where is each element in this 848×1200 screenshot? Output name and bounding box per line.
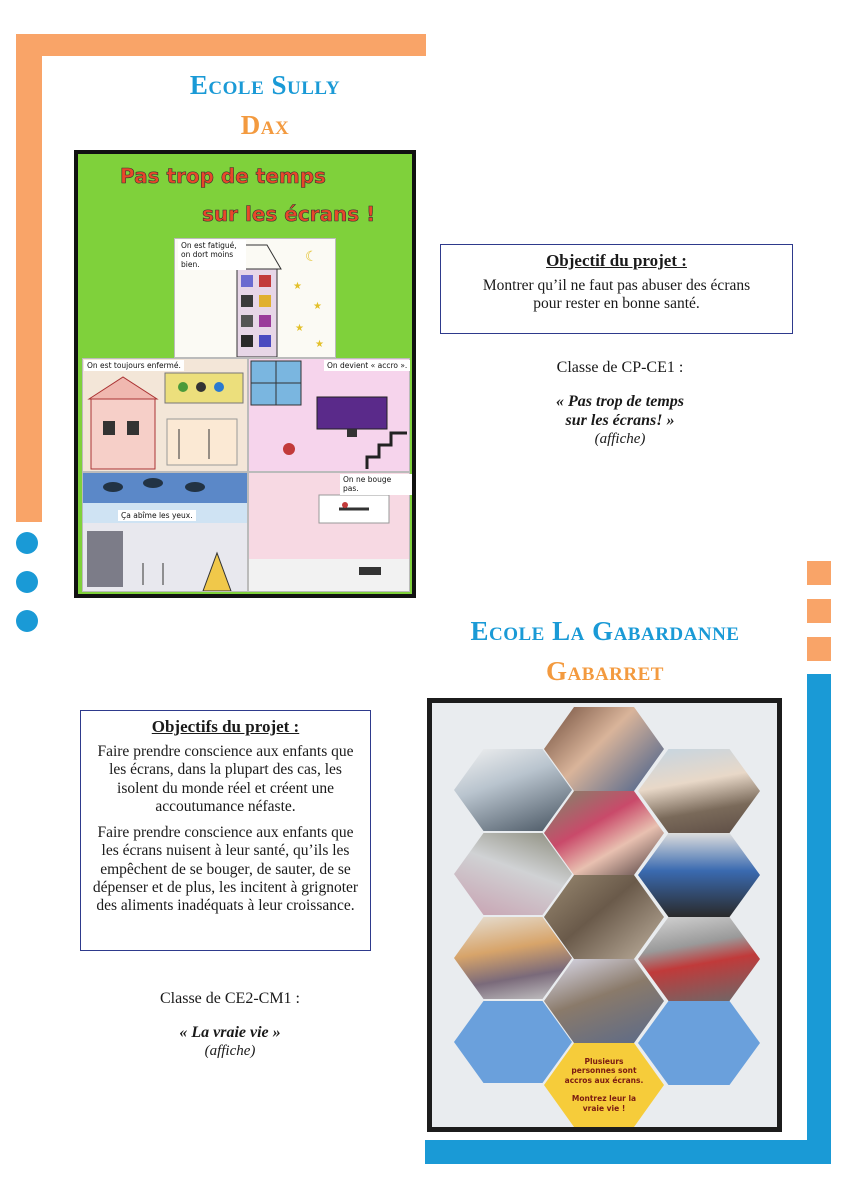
school2-poster [427, 698, 782, 1132]
blue-dot-decoration [16, 571, 38, 593]
poster2-center-text-1: Plusieurs personnes sont accros aux écrans. [564, 1056, 644, 1086]
school1-objective-title: Objectif du projet : [546, 251, 687, 270]
school1-class-block [440, 359, 800, 448]
svg-text:★: ★ [315, 339, 324, 350]
blue-dot-decoration [16, 610, 38, 632]
orange-square-decoration [807, 561, 831, 585]
svg-text:★: ★ [313, 301, 322, 312]
screen-room-drawing [249, 359, 409, 471]
poster2-photo-hex [638, 749, 760, 833]
school1-town: Dax [240, 110, 290, 140]
school1-work-title-line1: « Pas trop de temps [556, 392, 684, 410]
poster2-photo-hex [638, 833, 760, 917]
poster1-panel-locked [82, 358, 248, 472]
orange-frame-top-bar [16, 34, 426, 56]
school1-objective-text: Montrer qu’il ne faut pas abuser des écrans pour rester en bonne santé. [482, 277, 751, 313]
orange-frame-left-bar [16, 34, 42, 522]
blue-frame-right-bar [807, 674, 831, 1164]
school2-work-title: « La vraie vie » [179, 1023, 281, 1041]
poster1-title-line1: Pas trop de temps [120, 164, 326, 188]
school1-class-label: Classe de CP-CE1 : [556, 359, 684, 376]
svg-text:★: ★ [295, 323, 304, 334]
poster1-title-line2: sur les écrans ! [202, 202, 376, 226]
school2-objectives-box [80, 710, 371, 951]
school1-work-title-line2: sur les écrans! » [565, 411, 675, 429]
school2-town: Gabarret [546, 656, 664, 686]
poster1-caption: On est toujours enfermé. [84, 360, 184, 371]
poster1-caption: On est fatigué, on dort moins bien. [178, 240, 246, 270]
school1-objective-box [440, 244, 793, 334]
school2-objectives-title: Objectifs du projet : [151, 717, 300, 736]
house-drawing [83, 359, 247, 471]
orange-square-decoration [807, 637, 831, 661]
poster2-center-text-2: Montrez leur la vraie vie ! [571, 1093, 637, 1113]
school1-poster [74, 150, 416, 598]
school2-objective-paragraph: Faire prendre conscience aux enfants que les écrans, dans la plupart des cas, les isolent du monde réel et créent une accoutumance néfaste. [97, 743, 354, 815]
school2-class-label: Classe de CE2-CM1 : [160, 990, 300, 1007]
poster1-caption: On devient « accro ». [324, 360, 410, 371]
school2-work-kind: (affiche) [204, 1042, 256, 1059]
school2-objective-paragraph: Faire prendre conscience aux enfants que les écrans nuisent à leur santé, qu’ils les empêchent de se bouger, de sauter, de se dépenser et de plus, les incitent à grignoter des aliments inadéquats à leur croissance. [92, 824, 359, 915]
svg-text:☾: ☾ [305, 249, 318, 265]
poster1-caption: Ça abîme les yeux. [118, 510, 196, 521]
school2-name: Ecole La Gabardanne [470, 616, 740, 646]
blue-frame-bottom-bar [425, 1140, 831, 1164]
orange-square-decoration [807, 599, 831, 623]
blue-dot-decoration [16, 532, 38, 554]
poster1-caption: On ne bouge pas. [340, 474, 412, 495]
school1-name: Ecole Sully [189, 70, 341, 100]
school2-class-block [80, 990, 380, 1060]
poster1-panel-eyes [82, 472, 248, 592]
school1-work-kind: (affiche) [594, 430, 646, 447]
poster1-panel-addicted [248, 358, 410, 472]
svg-text:★: ★ [293, 281, 302, 292]
eyes-drawing [83, 473, 247, 591]
poster2-center-text [544, 1047, 664, 1123]
poster2-photo-hex [638, 917, 760, 1001]
